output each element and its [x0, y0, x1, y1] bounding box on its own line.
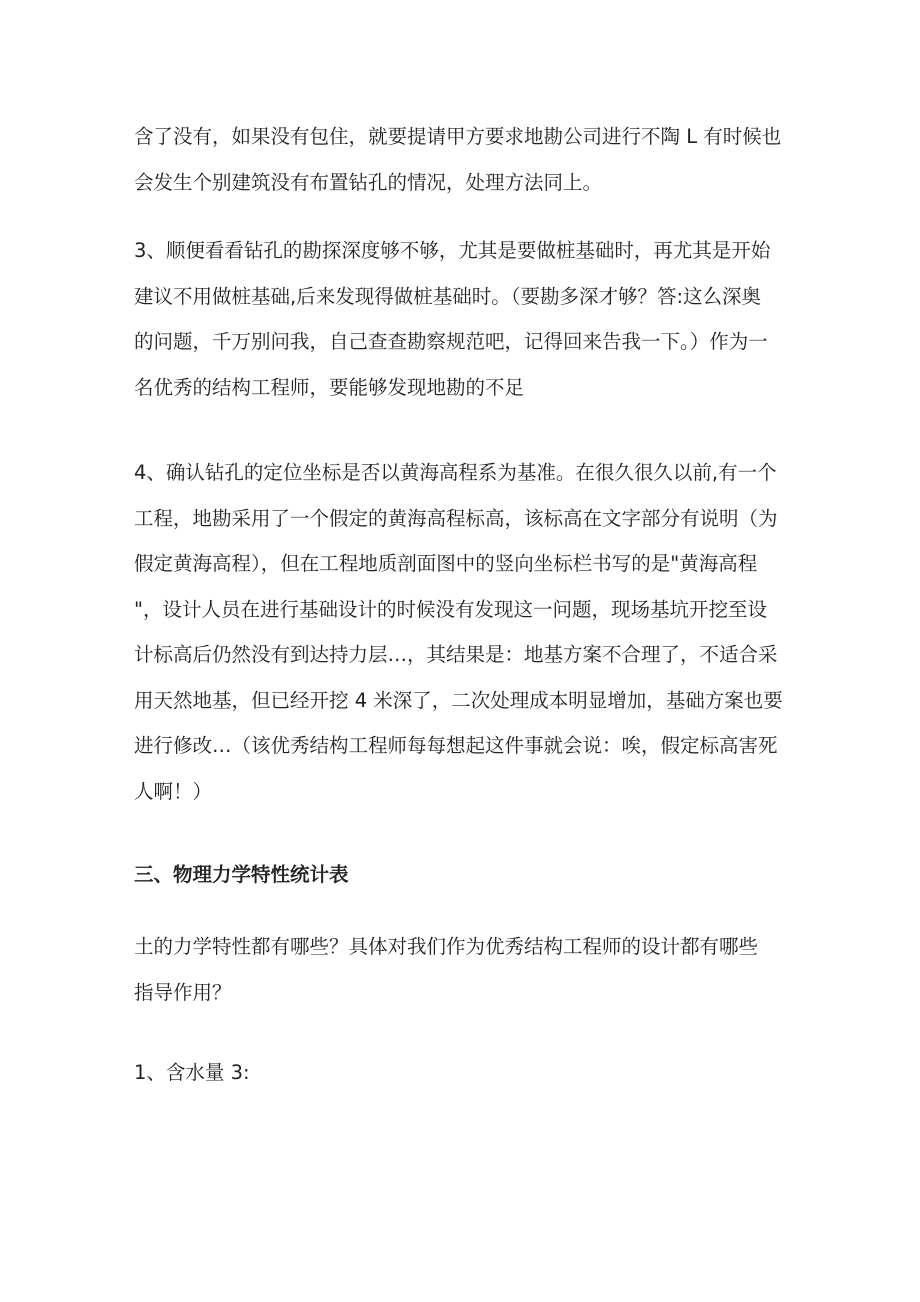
text-line: 的问题，千万别问我，自己查查勘察规范吧，记得回来告我一下。）作为一: [134, 330, 768, 353]
text-line: 名优秀的结构工程师，要能够发现地勘的不足: [134, 375, 525, 399]
text-line: "，设计人员在进行基础设计的时候没有发现这一问题，现场基坑开挖至设: [134, 597, 767, 621]
section-heading: [134, 852, 798, 898]
text-line: 用天然地基，但已经开挖 4 米深了，二次处理成本明显增加，基础方案也要: [134, 688, 783, 712]
paragraph-boreholes-coverage: [134, 114, 798, 205]
text-line: 建议不用做桩基础,后来发现得做桩基础时。（要勘多深才够？答:这么深奥: [134, 284, 762, 308]
text-line: 含了没有，如果没有包住，就要提请甲方要求地勘公司进行不陶 L 有时候也: [134, 125, 782, 148]
text-line: 假定黄海高程），但在工程地质剖面图中的竖向坐标栏书写的是"黄海高程: [134, 552, 758, 575]
text-line: 人啊！）: [134, 779, 213, 803]
text-line: 4、确认钻孔的定位坐标是否以黄海高程系为基准。在很久很久以前,有一个: [134, 461, 777, 484]
text-line: 工程，地勘采用了一个假定的黄海高程标高，该标高在文字部分有说明（为: [134, 506, 778, 530]
text-line: 指导作用？: [134, 980, 232, 1004]
paragraph-question: [134, 924, 798, 1015]
text-line: 3、顺便看看钻孔的勘探深度够不够，尤其是要做桩基础时，再尤其是开始: [134, 239, 771, 262]
text-line: 土的力学特性都有哪些？具体对我们作为优秀结构工程师的设计都有哪些: [134, 935, 759, 958]
text-line: 进行修改…（该优秀结构工程师每每想起这件事就会说：唉，假定标高害死: [134, 734, 778, 757]
text-line: 会发生个别建筑没有布置钻孔的情况，处理方法同上。: [134, 170, 603, 194]
section-heading-text: 三、物理力学特性统计表: [134, 863, 349, 886]
text-line: 计标高后仍然没有到达持力层…，其结果是：地基方案不合理了，不适合采: [134, 643, 778, 666]
paragraph-item-3-borehole-depth: [134, 228, 798, 410]
text-line: 1、含水量 3:: [134, 1061, 250, 1084]
paragraph-item-4-coordinates: [134, 450, 798, 814]
paragraph-item-1-water-content: [134, 1050, 798, 1096]
